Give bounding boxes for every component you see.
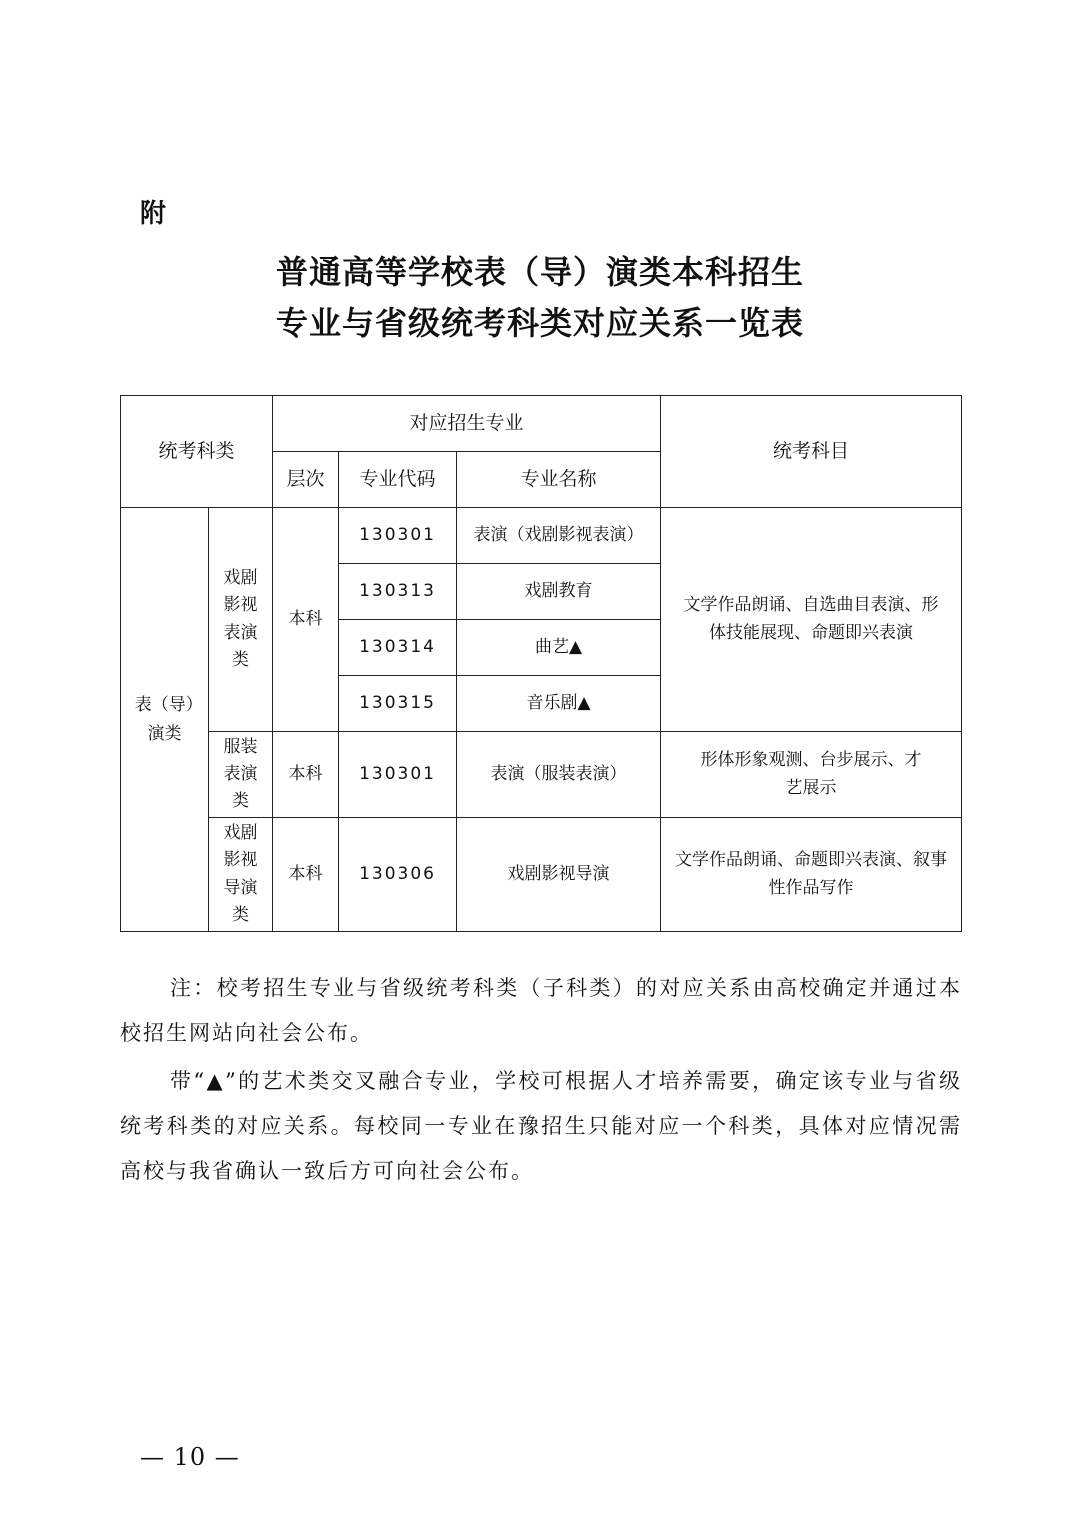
header-code: 专业代码 <box>339 452 457 508</box>
header-level: 层次 <box>273 452 339 508</box>
exam-subjects-cell <box>661 732 962 818</box>
major-code: 130306 <box>339 818 457 932</box>
subcategory-cell <box>209 818 273 932</box>
major-code: 130315 <box>339 676 457 732</box>
header-name: 专业名称 <box>457 452 661 508</box>
subcategory-cell <box>209 732 273 818</box>
major-code: 130314 <box>339 620 457 676</box>
major-code: 130313 <box>339 564 457 620</box>
page-number: — 10 — <box>140 1443 240 1471</box>
major-name: 曲艺▲ <box>457 620 661 676</box>
correspondence-table <box>120 395 962 932</box>
level-cell: 本科 <box>273 732 339 818</box>
major-name: 表演（戏剧影视表演） <box>457 508 661 564</box>
category-cell <box>121 508 209 932</box>
exam-subjects-text: 文学作品朗诵、自选曲目表演、形体技能展现、命题即兴表演 <box>683 595 939 643</box>
note-paragraph: 带“▲”的艺术类交叉融合专业，学校可根据人才培养需要，确定该专业与省级统考科类的对应关系。每校同一专业在豫招生只能对应一个科类，具体对应情况需高校与我省确认一致后方可向社会公布。 <box>120 1069 962 1183</box>
document-title-line-1: 普通高等学校表（导）演类本科招生 <box>275 253 804 291</box>
exam-subjects-cell <box>661 508 962 732</box>
major-name: 戏剧教育 <box>457 564 661 620</box>
notes-section <box>120 966 962 1194</box>
major-name: 表演（服装表演） <box>457 732 661 818</box>
exam-subjects-text: 形体形象观测、台步展示、才艺展示 <box>700 750 922 798</box>
header-major-group: 对应招生专业 <box>273 396 661 452</box>
major-name: 音乐剧▲ <box>457 676 661 732</box>
subcategory-cell <box>209 508 273 732</box>
document-title-line-2: 专业与省级统考科类对应关系一览表 <box>275 304 804 342</box>
level-cell: 本科 <box>273 508 339 732</box>
header-exam-subjects: 统考科目 <box>661 396 962 508</box>
subcategory-label: 戏剧影视表演类 <box>223 568 258 670</box>
attachment-label: 附 <box>140 199 167 229</box>
level-cell: 本科 <box>273 818 339 932</box>
subcategory-label: 服装表演类 <box>223 736 258 812</box>
exam-subjects-cell <box>661 818 962 932</box>
subcategory-label: 戏剧影视导演类 <box>223 823 258 925</box>
note-paragraph: 注：校考招生专业与省级统考科类（子科类）的对应关系由高校确定并通过本校招生网站向社会公布。 <box>120 976 962 1045</box>
major-name: 戏剧影视导演 <box>457 818 661 932</box>
major-code: 130301 <box>339 732 457 818</box>
exam-subjects-text: 文学作品朗诵、命题即兴表演、叙事性作品写作 <box>675 850 948 898</box>
header-exam-category: 统考科类 <box>121 396 273 508</box>
category-label: 表（导）演类 <box>134 695 195 744</box>
major-code: 130301 <box>339 508 457 564</box>
